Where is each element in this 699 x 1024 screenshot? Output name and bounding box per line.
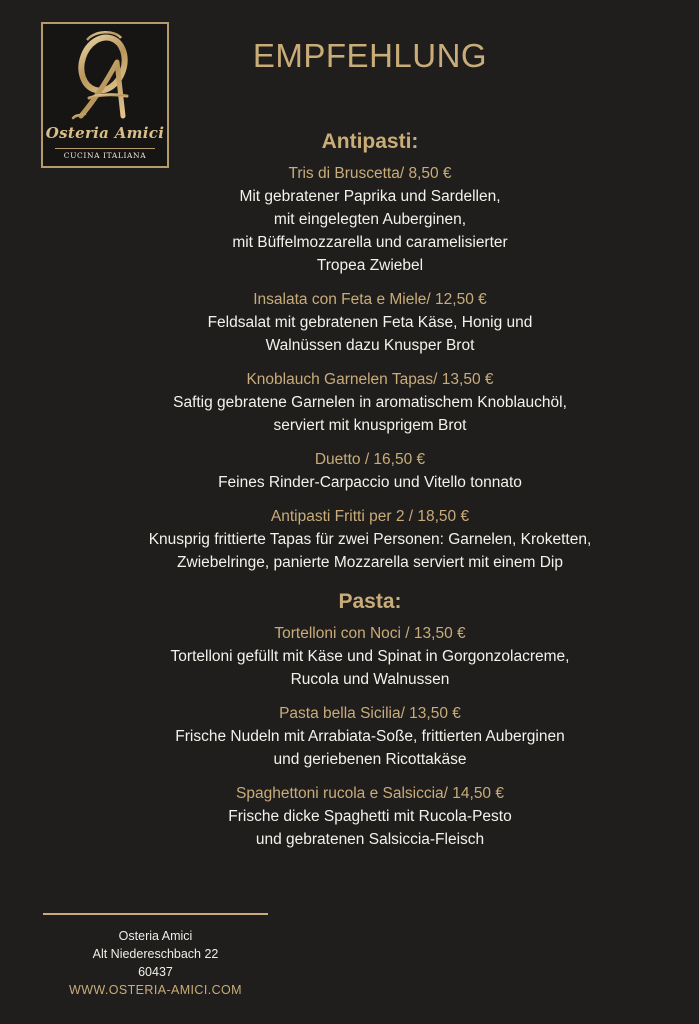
dish-item bbox=[30, 505, 699, 574]
dish-description: Feldsalat mit gebratenen Feta Käse, Honig und Walnüssen dazu Knusper Brot bbox=[207, 314, 533, 354]
footer-divider bbox=[43, 913, 268, 915]
menu-content bbox=[30, 128, 699, 862]
dish-description: Tortelloni gefüllt mit Käse und Spinat in Gorgonzolacreme, Rucola und Walnussen bbox=[170, 648, 570, 688]
dish-title: Spaghettoni rucola e Salsiccia/ 14,50 € bbox=[236, 785, 504, 802]
dish-item bbox=[30, 782, 699, 851]
dish-description: Knusprig frittierte Tapas für zwei Personen: Garnelen, Kroketten, Zwiebelringe, panierte Mozzarella serviert mit einem Dip bbox=[148, 531, 592, 571]
dish-item bbox=[30, 288, 699, 357]
monogram-logo-icon bbox=[43, 24, 167, 124]
dish-item bbox=[30, 622, 699, 691]
logo-subtitle: CUCINA ITALIANA bbox=[55, 148, 155, 160]
dish-item bbox=[30, 702, 699, 771]
section-title: Antipasti: bbox=[321, 130, 419, 153]
dish-title: Knoblauch Garnelen Tapas/ 13,50 € bbox=[246, 371, 494, 388]
dish-item bbox=[30, 448, 699, 494]
dish-item bbox=[30, 162, 699, 277]
page-title: EMPFEHLUNG bbox=[252, 37, 488, 74]
dish-description: Frische Nudeln mit Arrabiata-Soße, frittierten Auberginen und geriebenen Ricottakäse bbox=[175, 728, 565, 768]
dish-description: Saftig gebratene Garnelen in aromatischem Knoblauchöl, serviert mit knusprigem Brot bbox=[173, 394, 567, 434]
dish-title: Tortelloni con Noci / 13,50 € bbox=[274, 625, 466, 642]
dish-title: Antipasti Fritti per 2 / 18,50 € bbox=[270, 508, 470, 525]
dish-description: Mit gebratener Paprika und Sardellen, mit eingelegten Auberginen, mit Büffelmozzarella und caramelisierter Tropea Zwiebel bbox=[232, 188, 508, 274]
dish-title: Duetto / 16,50 € bbox=[314, 451, 426, 468]
dish-item bbox=[30, 368, 699, 437]
footer-name: Osteria Amici bbox=[118, 929, 193, 943]
dish-description: Frische dicke Spaghetti mit Rucola-Pesto und gebratenen Salsiccia-Fleisch bbox=[228, 808, 512, 848]
dish-description: Feines Rinder-Carpaccio und Vitello tonnato bbox=[218, 474, 522, 491]
section-title: Pasta: bbox=[338, 590, 402, 613]
logo-name: Osteria Amici bbox=[45, 124, 165, 142]
footer-address bbox=[43, 927, 268, 999]
dish-title: Tris di Bruscetta/ 8,50 € bbox=[288, 165, 452, 182]
website-link[interactable]: WWW.OSTERIA-AMICI.COM bbox=[69, 983, 242, 997]
section-antipasti bbox=[30, 128, 699, 574]
dish-title: Insalata con Feta e Miele/ 12,50 € bbox=[253, 291, 487, 308]
footer-street: Alt Niedereschbach 22 bbox=[92, 947, 219, 961]
section-pasta bbox=[30, 588, 699, 851]
dish-title: Pasta bella Sicilia/ 13,50 € bbox=[279, 705, 461, 722]
footer-zip: 60437 bbox=[138, 965, 173, 979]
